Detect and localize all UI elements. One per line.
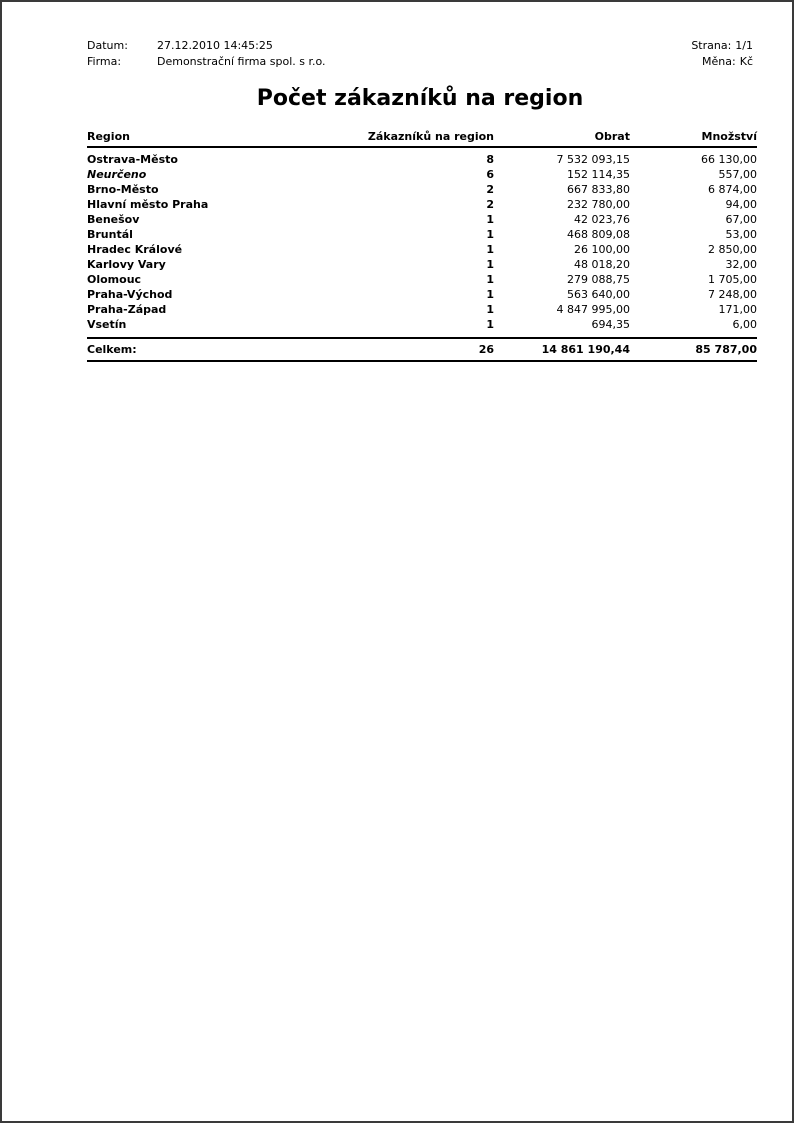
cell-region: Praha-Východ [87,288,173,301]
cell-mnozstvi: 557,00 [718,168,757,181]
cell-region: Karlovy Vary [87,258,166,271]
total-label: Celkem: [87,338,307,361]
cell-obrat: 26 100,00 [574,243,630,256]
cell-obrat: 48 018,20 [574,258,630,271]
mena-row [691,54,753,70]
mena-label: Měna: [702,55,736,68]
cell-count: 2 [486,198,494,211]
cell-mnozstvi: 94,00 [725,198,757,211]
cell-mnozstvi: 66 130,00 [701,153,757,166]
total-mnozstvi: 85 787,00 [630,338,757,361]
cell-region: Ostrava-Město [87,153,178,166]
cell-obrat: 7 532 093,15 [556,153,630,166]
cell-obrat: 152 114,35 [567,168,630,181]
firma-value: Demonstrační firma spol. s r.o. [157,55,326,68]
cell-count: 1 [486,273,494,286]
cell-count: 1 [486,258,494,271]
cell-obrat: 468 809,08 [567,228,630,241]
table-row [87,302,757,317]
table-row [87,182,757,197]
cell-mnozstvi: 7 248,00 [708,288,757,301]
page-title: Počet zákazníků na region [256,86,584,111]
cell-mnozstvi: 1 705,00 [708,273,757,286]
cell-count: 1 [486,288,494,301]
cell-mnozstvi: 32,00 [725,258,757,271]
table-row [87,317,757,338]
cell-region: Hradec Králové [87,243,183,256]
cell-region: Vsetín [87,318,127,331]
table-row [87,212,757,227]
strana-label: Strana: [691,39,732,52]
table-header-row [87,129,757,147]
report-header [87,38,753,70]
firma-row [87,54,326,70]
total-obrat: 14 861 190,44 [494,338,630,361]
table-row [87,257,757,272]
table-row [87,287,757,302]
cell-obrat: 279 088,75 [567,273,630,286]
table-footer [87,338,757,361]
firma-label: Firma: [87,55,122,68]
table-row [87,242,757,257]
datum-value: 27.12.2010 14:45:25 [157,39,273,52]
region-summary-table [87,129,757,362]
strana-row [691,38,753,54]
header-right [691,38,753,70]
column-header-obrat: Obrat [494,129,630,147]
cell-region: Hlavní město Praha [87,198,209,211]
cell-obrat: 563 640,00 [567,288,630,301]
table-row [87,272,757,287]
datum-label: Datum: [87,39,128,52]
table-row [87,167,757,182]
table-row [87,197,757,212]
cell-count: 2 [486,183,494,196]
total-count: 26 [307,338,494,361]
cell-region: Brno-Město [87,183,159,196]
datum-row [87,38,326,54]
cell-mnozstvi: 67,00 [725,213,757,226]
strana-value: 1/1 [735,39,753,52]
column-header-mnozstvi: Množství [630,129,757,147]
cell-count: 1 [486,228,494,241]
cell-count: 1 [486,318,494,331]
mena-value: Kč [739,55,753,68]
column-header-count: Zákazníků na region [307,129,494,147]
table-body [87,147,757,338]
cell-mnozstvi: 53,00 [725,228,757,241]
cell-mnozstvi: 2 850,00 [708,243,757,256]
cell-mnozstvi: 6,00 [732,318,757,331]
table-row [87,227,757,242]
column-header-region: Region [87,129,307,147]
cell-region: Praha-Západ [87,303,167,316]
total-row [87,338,757,361]
cell-obrat: 42 023,76 [574,213,630,226]
cell-count: 6 [486,168,494,181]
table-header [87,129,757,147]
cell-count: 8 [486,153,494,166]
cell-count: 1 [486,213,494,226]
cell-count: 1 [486,303,494,316]
cell-mnozstvi: 6 874,00 [708,183,757,196]
cell-obrat: 4 847 995,00 [556,303,630,316]
cell-count: 1 [486,243,494,256]
cell-region: Olomouc [87,273,142,286]
cell-region: Neurčeno [87,168,147,181]
cell-region: Benešov [87,213,140,226]
table-row [87,147,757,167]
cell-mnozstvi: 171,00 [718,303,757,316]
cell-obrat: 694,35 [591,318,630,331]
cell-obrat: 232 780,00 [567,198,630,211]
cell-region: Bruntál [87,228,133,241]
header-left [87,38,326,70]
cell-obrat: 667 833,80 [567,183,630,196]
